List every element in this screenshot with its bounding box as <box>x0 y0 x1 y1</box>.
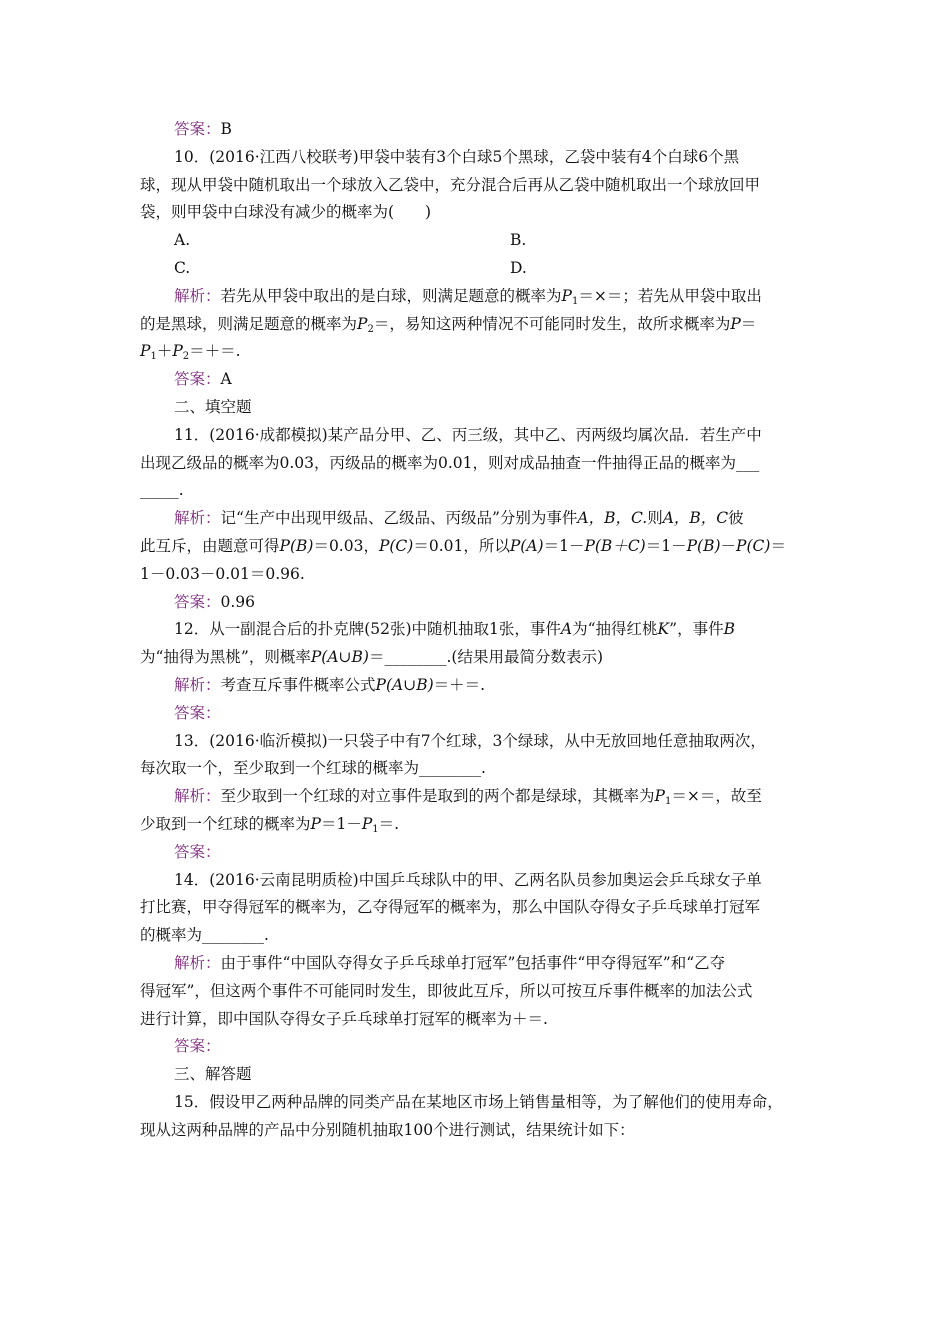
section-heading-solve: 三、解答题 <box>174 1065 252 1084</box>
q14-answer-line <box>140 1033 810 1061</box>
q11-analysis-text: 记“生产中出现甲级品、乙级品、丙级品”分别为事件 <box>220 509 578 528</box>
var-p1: P <box>361 814 373 833</box>
q10-option-b: B. <box>510 231 527 250</box>
q13-answer-line <box>140 839 810 867</box>
sub-1: 1 <box>664 796 672 808</box>
q11-analysis-text: 彼 <box>728 509 744 528</box>
var-p2: P <box>357 314 368 333</box>
sub-1: 1 <box>571 295 579 307</box>
q13-stem-line-1: 13．(2016·临沂模拟)一只袋子中有7个红球，3个绿球，从中无放回地任意抽取两次， <box>174 731 766 750</box>
q11-analysis-line-1 <box>140 505 810 533</box>
q12-stem-text: ”，事件 <box>669 620 724 639</box>
document-content <box>140 116 810 1144</box>
q12-analysis-line <box>140 672 810 700</box>
q12-stem-text: ＝________.(结果用最简分数表示) <box>368 648 603 667</box>
q13-analysis-line-2 <box>140 811 810 839</box>
q10-analysis-line-3: $P_1+P_2=+=$. <box>140 342 241 363</box>
var-p1: P <box>561 286 572 305</box>
analysis-label: 解析： <box>174 675 221 694</box>
q12-answer-line <box>140 700 810 728</box>
q11-analysis-text: ＝ <box>770 536 786 555</box>
var-p: P <box>730 314 741 333</box>
q14-analysis-text: 由于事件“中国队夺得女子乒乓球单打冠军”包括事件“甲夺得冠军”和“乙夺 <box>220 953 726 972</box>
q10-analysis-line-2 <box>140 311 810 339</box>
var-a: A <box>560 620 573 639</box>
answer-label: 答案： <box>174 842 221 861</box>
q13-analysis-text: ＝×＝，故至 <box>671 787 762 806</box>
var-p1: P <box>654 787 665 806</box>
q10-options-row-2 <box>140 255 810 283</box>
q14-stem-line-2: 打比赛，甲夺得冠军的概率为，乙夺得冠军的概率为，那么中国队夺得女子乒乓球单打冠军 <box>140 898 761 917</box>
q11-analysis-text: ＝1－ <box>645 536 687 555</box>
q10-options-row-1 <box>140 227 810 255</box>
section-heading-fill-in: 二、填空题 <box>174 397 252 416</box>
q10-stem-line-2: 球，现从甲袋中随机取出一个球放入乙袋中，充分混合后再从乙袋中随机取出一个球放回甲 <box>140 175 761 194</box>
var-pa: P(A) <box>509 536 544 555</box>
q13-analysis-text: 至少取到一个红球的对立事件是取到的两个都是绿球，其概率为 <box>220 787 655 806</box>
q12-analysis-text: 考查互斥事件概率公式 <box>220 675 376 694</box>
answer-label: 答案： <box>174 1037 221 1056</box>
analysis-label: 解析： <box>174 286 221 305</box>
q11-analysis-line-2 <box>140 533 810 561</box>
q10-analysis-text: ＝＋＝. <box>189 342 241 361</box>
var-pc: P(C) <box>736 536 771 555</box>
q9-answer-line <box>140 116 810 144</box>
q10-stem-line-3: 袋，则甲袋中白球没有减少的概率为( ) <box>140 203 432 222</box>
q11-stem-line-3: _____. <box>140 481 184 500</box>
q9-answer-value: B <box>220 120 232 138</box>
q13-analysis-text: ＝1－ <box>320 814 362 833</box>
q12-analysis-text: ＝＋＝. <box>433 675 486 694</box>
q15-stem-line-2: 现从这两种品牌的产品中分别随机抽取100个进行测试，结果统计如下： <box>140 1120 635 1139</box>
q10-answer-line <box>140 366 810 394</box>
answer-label: 答案： <box>174 120 221 138</box>
q10-analysis-line-1 <box>140 283 810 311</box>
var-b: B <box>723 620 735 639</box>
q14-analysis-line-1 <box>140 950 810 978</box>
q13-analysis-line-1 <box>140 783 810 811</box>
sub-2: 2 <box>367 323 374 335</box>
analysis-label: 解析： <box>174 953 221 972</box>
var-k: K <box>657 620 670 639</box>
answer-label: 答案： <box>174 703 221 722</box>
var-pb: P(B) <box>686 536 721 555</box>
q11-analysis-text: ＝0.01，所以 <box>413 536 510 555</box>
var-pb: P(B) <box>279 536 314 555</box>
var-p2: P <box>172 342 183 361</box>
q12-stem-text: 12．从一副混合后的扑克牌(52张)中随机抽取1张，事件 <box>174 620 561 639</box>
q15-stem-line-1: 15．假设甲乙两种品牌的同类产品在某地区市场上销售量相等，为了解他们的使用寿命， <box>174 1092 783 1111</box>
q14-stem-line-1: 14．(2016·云南昆明质检)中国乒乓球队中的甲、乙两名队员参加奥运会乒乓球女子单 <box>174 870 762 889</box>
q10-analysis-text: ＝ <box>740 314 757 333</box>
var-pa-union-b: P(A∪B) <box>375 675 434 694</box>
q10-analysis-text: 的是黑球，则满足题意的概率为 <box>140 314 358 333</box>
q12-stem-line-1 <box>140 616 810 644</box>
var-pbc: P(B＋C) <box>584 536 646 555</box>
q11-analysis-line-3: 1－0.03－0.01＝0.96. <box>140 564 305 583</box>
q10-option-c: C. <box>174 258 191 277</box>
var-abc: A，B，C <box>662 509 729 528</box>
q12-stem-text: 为“抽得为黑桃”，则概率 <box>140 648 311 667</box>
var-pc: P(C) <box>378 536 414 555</box>
q10-option-a: A. <box>174 231 191 250</box>
sub-2: 2 <box>182 351 190 363</box>
q10-analysis-text: ＝×＝；若先从甲袋中取出 <box>578 286 762 305</box>
q11-stem-line-2: 出现乙级品的概率为0.03，丙级品的概率为0.01，则对成品抽查一件抽得正品的概率为___ <box>140 453 760 472</box>
var-abc: A，B，C. <box>577 509 648 528</box>
answer-label: 答案： <box>174 370 221 389</box>
var-p1: P <box>140 342 151 361</box>
q13-analysis-text: 少取到一个红球的概率为 <box>140 814 311 833</box>
q10-stem-line-1: 10．(2016·江西八校联考)甲袋中装有3个白球5个黑球，乙袋中装有4个白球6个黑 <box>174 147 740 166</box>
var-pa-union-b: P(A∪B) <box>310 648 369 667</box>
q11-analysis-text: － <box>720 536 737 555</box>
q11-analysis-text: ＝0.03， <box>313 536 379 555</box>
q11-answer-value: 0.96 <box>220 592 256 611</box>
analysis-label: 解析： <box>174 509 221 528</box>
q10-answer-value: A <box>220 370 232 389</box>
q11-analysis-text: 此互斥，由题意可得 <box>140 536 280 555</box>
q14-analysis-line-2: 得冠军”，但这两个事件不可能同时发生，即彼此互斥，所以可按互斥事件概率的加法公式 <box>140 981 753 1000</box>
q11-analysis-text: 则 <box>647 509 663 528</box>
q14-analysis-line-3: 进行计算，即中国队夺得女子乒乓球单打冠军的概率为＋＝. <box>140 1009 548 1028</box>
q10-analysis-text: 若先从甲袋中取出的是白球，则满足题意的概率为 <box>220 286 562 305</box>
answer-label: 答案： <box>174 592 221 611</box>
q14-stem-line-3: 的概率为________. <box>140 926 269 945</box>
q10-analysis-text: ＝，易知这两种情况不可能同时发生，故所求概率为 <box>373 314 731 333</box>
sub-1: 1 <box>150 351 157 363</box>
q13-stem-line-2: 每次取一个，至少取到一个红球的概率为________. <box>140 759 486 778</box>
q11-answer-line <box>140 589 810 617</box>
var-p: P <box>310 814 321 833</box>
q13-analysis-text: ＝. <box>378 814 400 833</box>
q10-option-d: D. <box>510 258 527 277</box>
q12-stem-line-2 <box>140 644 810 672</box>
analysis-label: 解析： <box>174 787 221 806</box>
q12-stem-text: 为“抽得红桃 <box>572 620 658 639</box>
q11-analysis-text: ＝1－ <box>543 536 585 555</box>
sub-1: 1 <box>372 823 379 835</box>
q11-stem-line-1: 11．(2016·成都模拟)某产品分甲、乙、丙三级，其中乙、丙两级均属次品．若生产中 <box>174 425 762 444</box>
